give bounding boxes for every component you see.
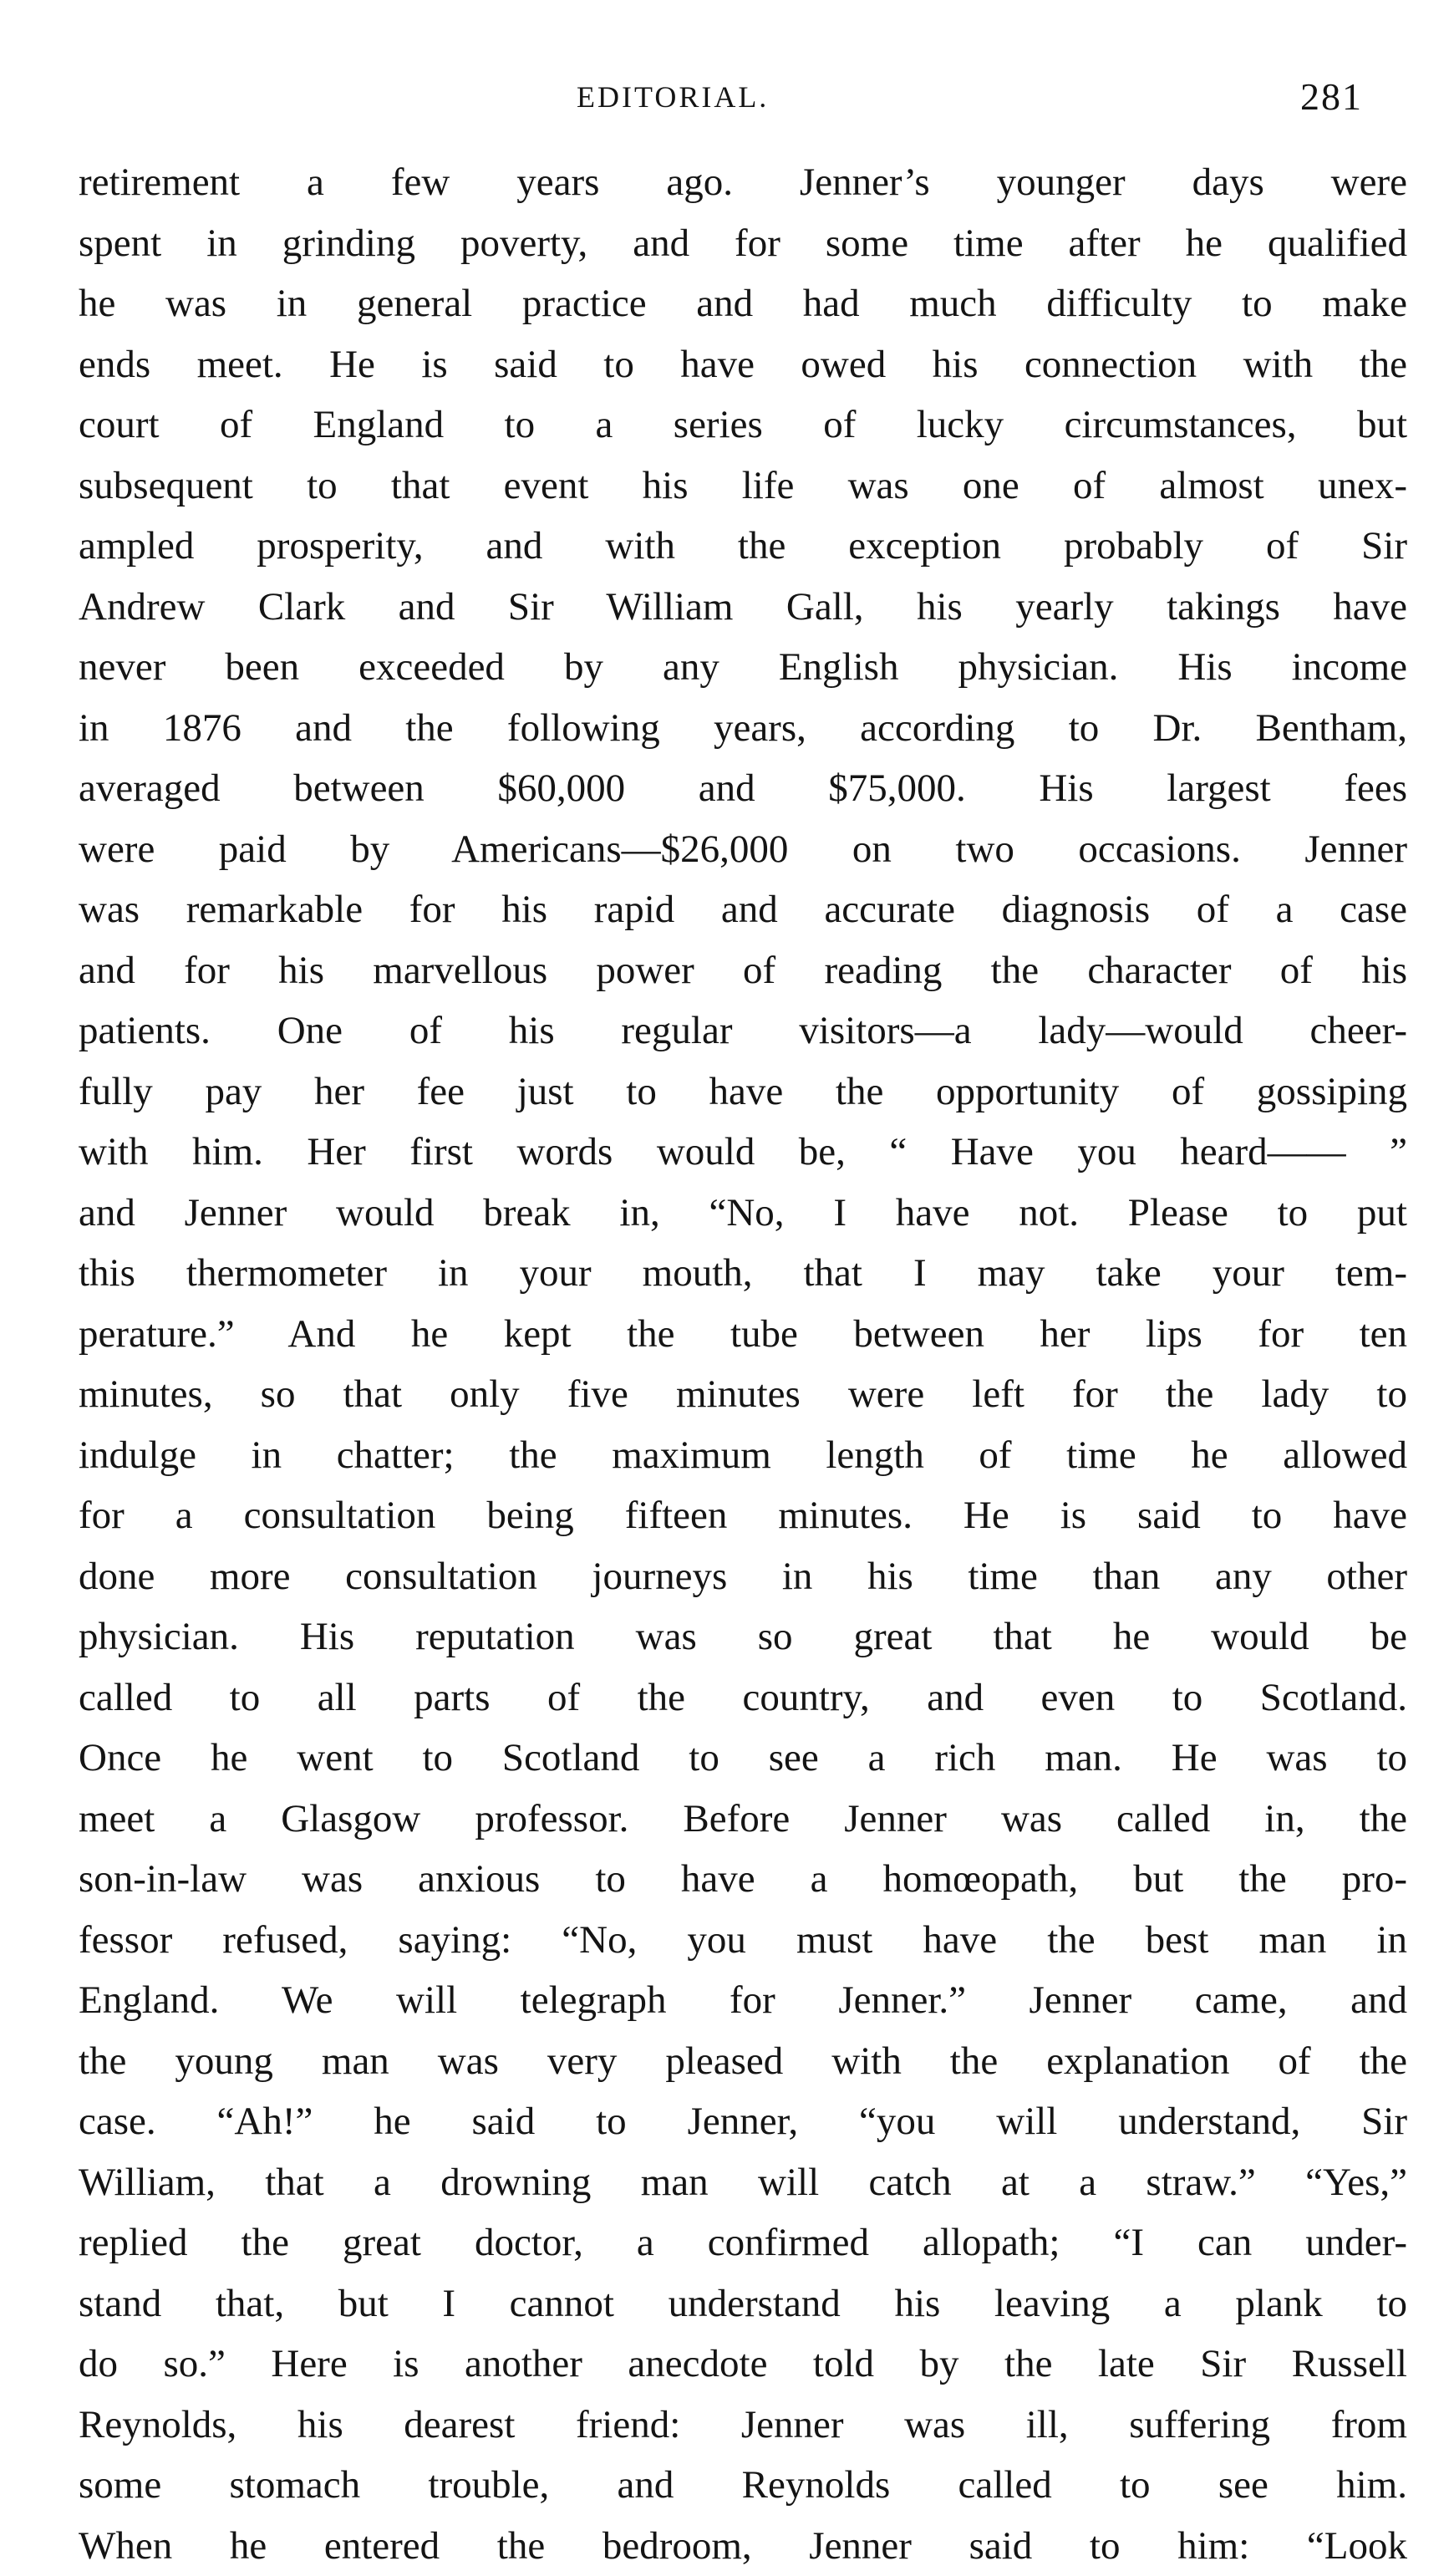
text-line: Reynolds, his dearest friend: Jenner was ill, suffering from xyxy=(79,2395,1407,2456)
text-line: stand that, but I cannot understand his leaving a plank to xyxy=(79,2273,1407,2334)
text-line: in 1876 and the following years, according to Dr. Bentham, xyxy=(79,698,1407,759)
text-line: physician. His reputation was so great that he would be xyxy=(79,1606,1407,1667)
running-head xyxy=(0,72,1449,122)
text-line: perature.” And he kept the tube between her lips for ten xyxy=(79,1304,1407,1365)
text-line: averaged between $60,000 and $75,000. His largest fees xyxy=(79,758,1407,819)
text-line: fessor refused, saying: “No, you must have the best man in xyxy=(79,1910,1407,1971)
text-line: with him. Her first words would be, “ Have you heard—— ” xyxy=(79,1122,1407,1183)
text-line: retirement a few years ago. Jenner’s younger days were xyxy=(79,152,1407,213)
text-line: for a consultation being fifteen minutes. He is said to have xyxy=(79,1485,1407,1546)
text-line: he was in general practice and had much difficulty to make xyxy=(79,273,1407,334)
text-line: When he entered the bedroom, Jenner said to him: “Look xyxy=(79,2516,1407,2576)
text-line: case. “Ah!” he said to Jenner, “you will understand, Sir xyxy=(79,2091,1407,2152)
text-line: do so.” Here is another anecdote told by the late Sir Russell xyxy=(79,2334,1407,2395)
text-line: William, that a drowning man will catch at a straw.” “Yes,” xyxy=(79,2152,1407,2213)
text-line: done more consultation journeys in his time than any other xyxy=(79,1546,1407,1607)
text-line: subsequent to that event his life was one of almost unex- xyxy=(79,456,1407,517)
text-line: fully pay her fee just to have the opportunity of gossiping xyxy=(79,1061,1407,1123)
text-line: and for his marvellous power of reading the character of his xyxy=(79,940,1407,1001)
text-line: son-in-law was anxious to have a homœopath, but the pro- xyxy=(79,1849,1407,1910)
text-line: some stomach trouble, and Reynolds called to see him. xyxy=(79,2455,1407,2516)
text-line: indulge in chatter; the maximum length of time he allowed xyxy=(79,1425,1407,1486)
text-line: ampled prosperity, and with the exception probably of Sir xyxy=(79,516,1407,577)
page-number: 281 xyxy=(1300,72,1363,122)
text-line: patients. One of his regular visitors—a lady—would cheer- xyxy=(79,1000,1407,1061)
text-line: minutes, so that only five minutes were left for the lady to xyxy=(79,1364,1407,1425)
text-line: Andrew Clark and Sir William Gall, his yearly takings have xyxy=(79,577,1407,638)
text-line: meet a Glasgow professor. Before Jenner was called in, the xyxy=(79,1789,1407,1850)
text-line: court of England to a series of lucky circumstances, but xyxy=(79,395,1407,456)
text-line: replied the great doctor, a confirmed allopath; “I can under- xyxy=(79,2212,1407,2273)
text-line: Once he went to Scotland to see a rich man. He was to xyxy=(79,1728,1407,1789)
text-line: called to all parts of the country, and even to Scotland. xyxy=(79,1667,1407,1728)
text-line: this thermometer in your mouth, that I may take your tem- xyxy=(79,1243,1407,1304)
running-title: EDITORIAL. xyxy=(577,72,769,122)
text-line: never been exceeded by any English physician. His income xyxy=(79,637,1407,698)
body-text xyxy=(79,152,1407,2576)
text-line: the young man was very pleased with the explanation of the xyxy=(79,2031,1407,2092)
text-line: England. We will telegraph for Jenner.” Jenner came, and xyxy=(79,1970,1407,2031)
text-line: were paid by Americans—$26,000 on two occasions. Jenner xyxy=(79,819,1407,880)
text-line: was remarkable for his rapid and accurate diagnosis of a case xyxy=(79,879,1407,940)
text-line: spent in grinding poverty, and for some time after he qualified xyxy=(79,213,1407,274)
text-line: and Jenner would break in, “No, I have not. Please to put xyxy=(79,1183,1407,1244)
text-line: ends meet. He is said to have owed his connection with the xyxy=(79,334,1407,395)
